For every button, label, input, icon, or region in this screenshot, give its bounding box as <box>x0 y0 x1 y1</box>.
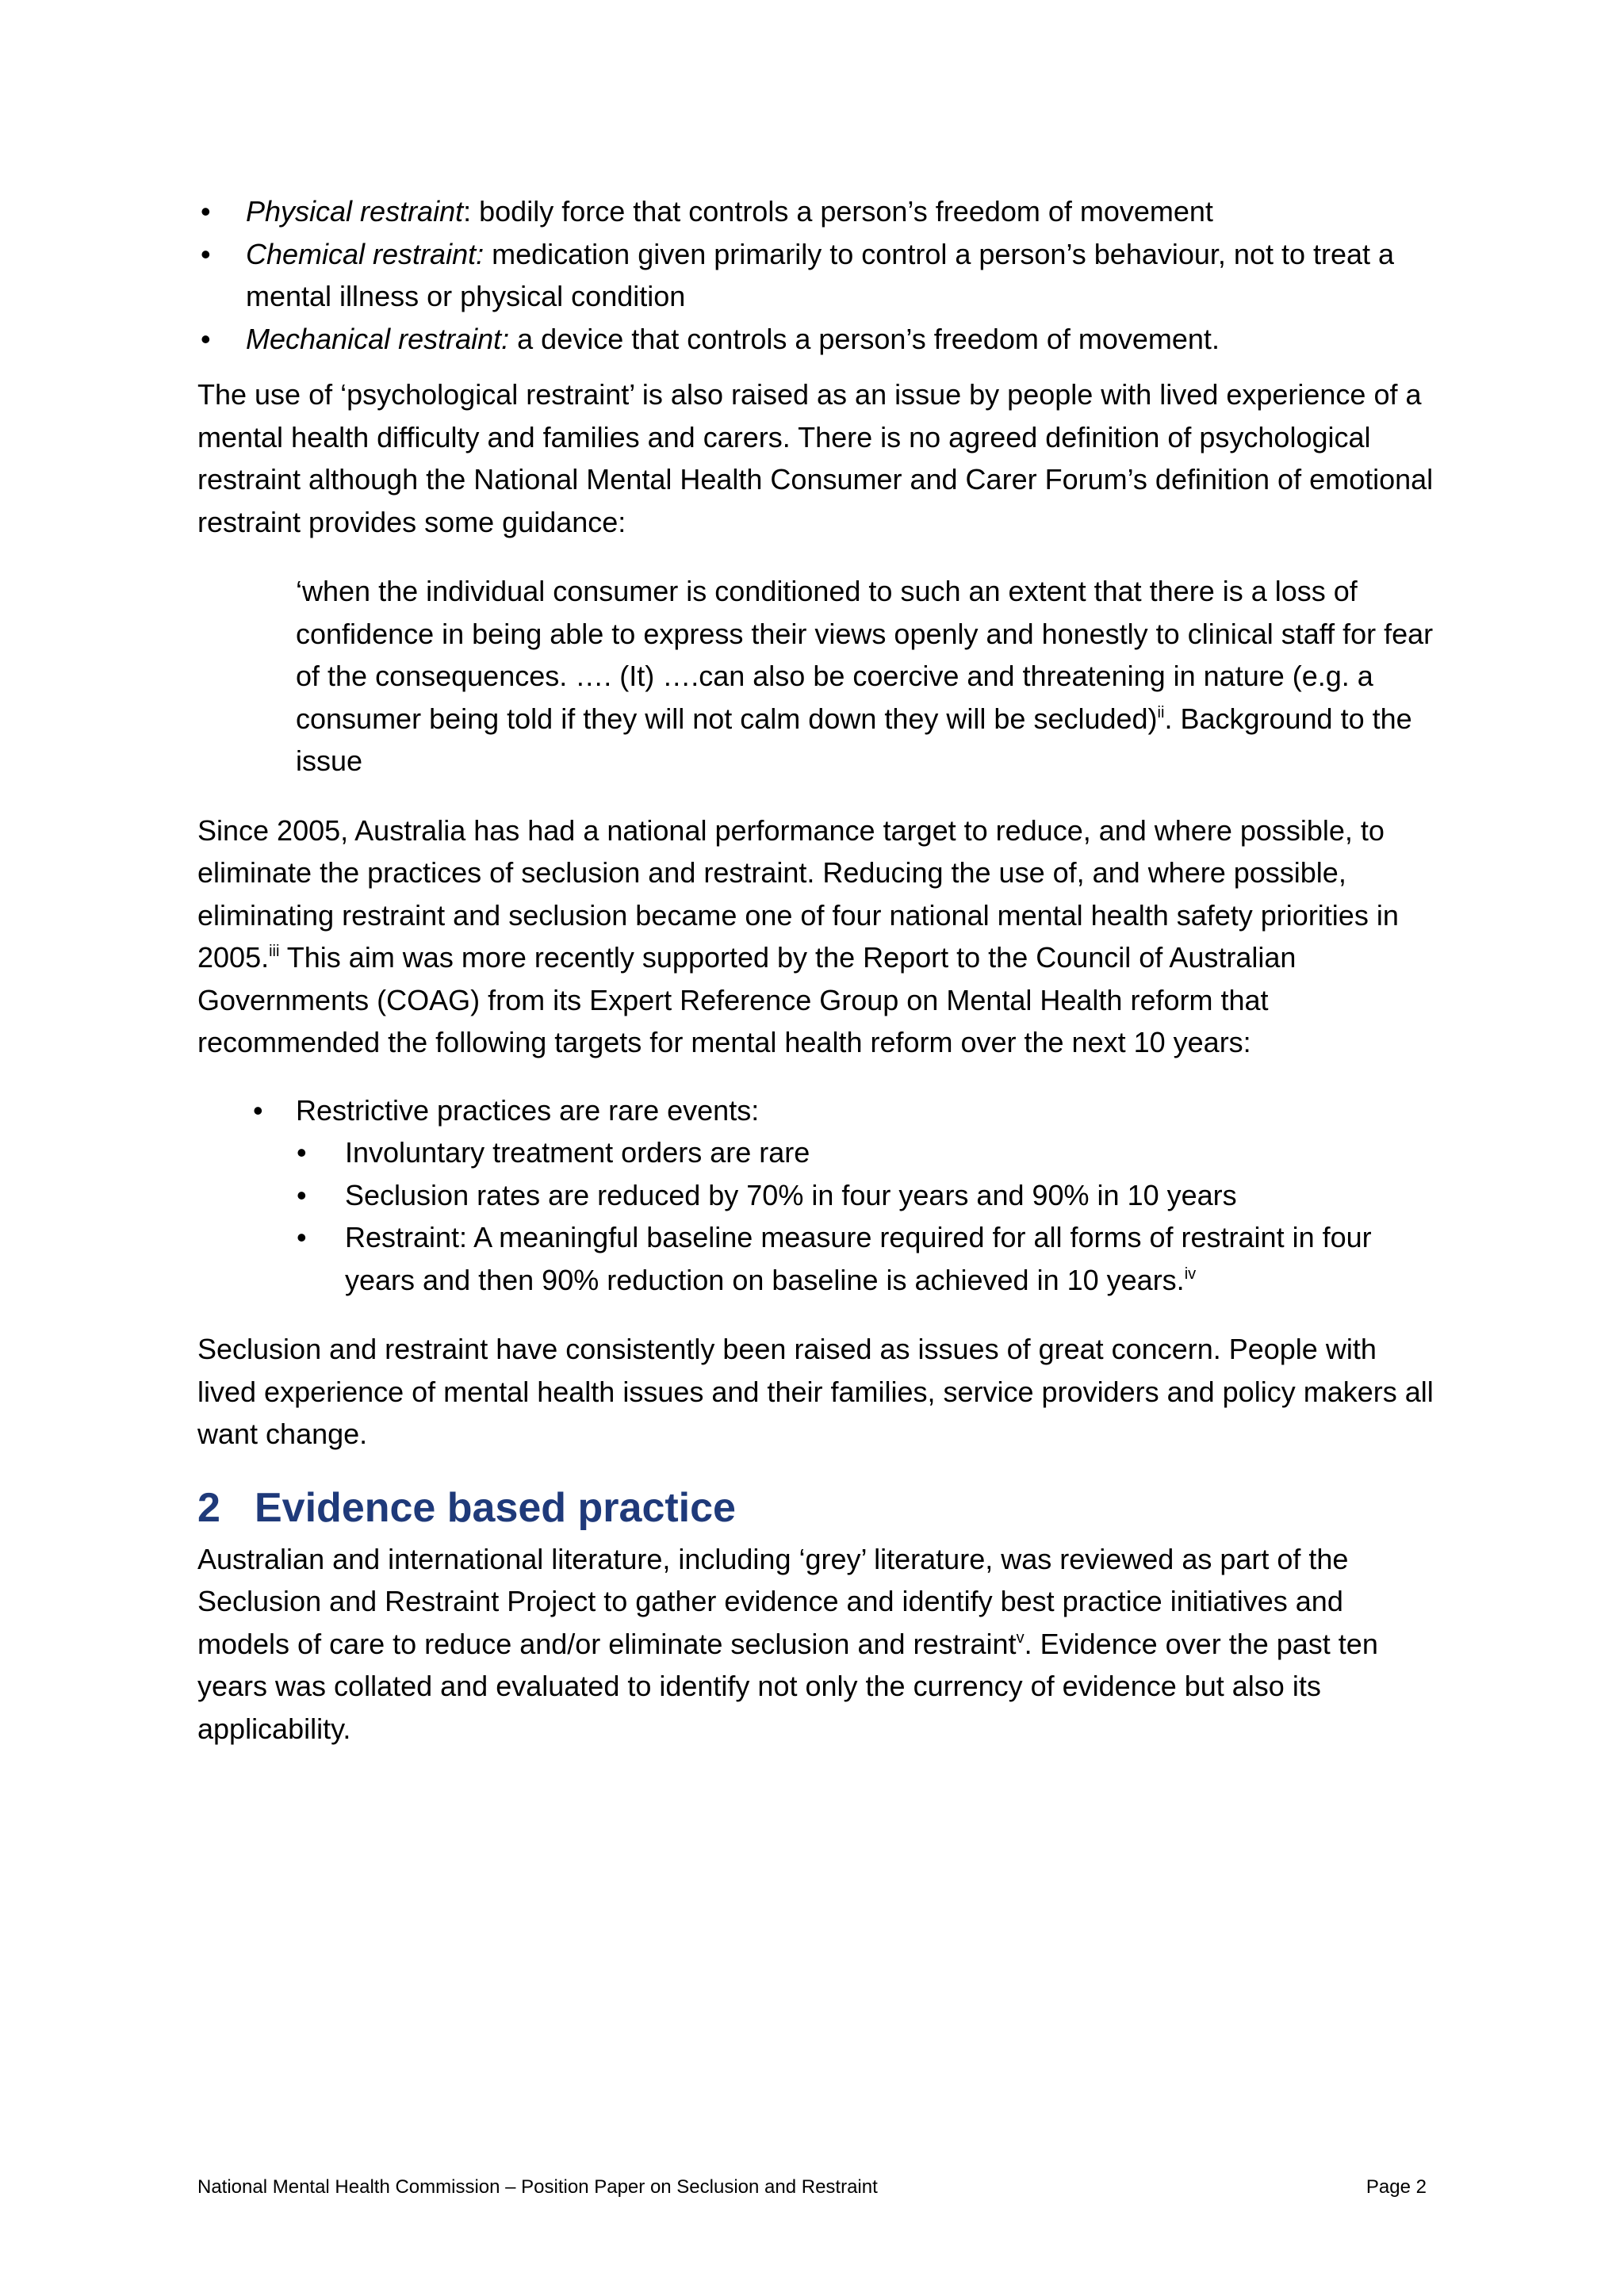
restraint-description: a device that controls a person’s freedom of movement. <box>509 322 1220 355</box>
quote-tail: . Background to the issue <box>296 702 1412 777</box>
bullet-icon: • <box>201 322 211 355</box>
paragraph-text: Since 2005, Australia has had a national performance target to reduce, and where possible, to eliminate the practices of seclusion and restraint. Reducing the use of, and where possible, eliminating restraint and seclusion became one of four national mental health safety priorities in 2005. <box>197 813 1399 974</box>
endnote-ref: ii <box>1157 703 1165 721</box>
list-item <box>197 233 1434 318</box>
target-item: Restraint: A meaningful baseline measure required for all forms of restraint in four years and then 90% reduction on baseline is achieved in 10 years. <box>345 1221 1372 1296</box>
targets-heading: Restrictive practices are rare events: <box>296 1093 760 1127</box>
section-heading <box>197 1484 1434 1532</box>
paragraph-evidence <box>197 1538 1434 1751</box>
bullet-icon: • <box>201 195 211 228</box>
paragraph-text: Australian and international literature, including ‘grey’ literature, was reviewed as part of the Seclusion and Restraint Project to gather evidence and identify best practice initiatives and models of care to reduce and/or eliminate seclusion and restraint <box>197 1542 1349 1660</box>
paragraph-concern: Seclusion and restraint have consistently been raised as issues of great concern. People with lived experience of mental health issues and their families, service providers and policy makers all want change. <box>197 1333 1434 1450</box>
target-item: Involuntary treatment orders are rare <box>345 1136 810 1169</box>
restraint-description: medication given primarily to control a person’s behaviour, not to treat a mental illness or physical condition <box>246 237 1395 312</box>
block-quote <box>296 570 1434 783</box>
list-item <box>296 1131 1434 1174</box>
endnote-ref: iv <box>1184 1265 1197 1283</box>
quote-text: ‘when the individual consumer is conditioned to such an extent that there is a loss of confidence in being able to express their views openly and honestly to clinical staff for fear of the consequences. …. (It) ….can also be coercive and threatening in nature (e.g. a consumer being told if they will not calm down they will be secluded) <box>296 575 1434 735</box>
targets-sublist <box>296 1131 1434 1301</box>
bullet-icon: • <box>297 1221 307 1253</box>
paragraph-psychological-restraint: The use of ‘psychological restraint’ is also raised as an issue by people with lived experience of a mental health difficulty and families and carers. There is no agreed definition of psychological restraint although the National Mental Health Consumer and Carer Forum’s definition of emotional restraint provides some guidance: <box>197 378 1434 538</box>
bullet-icon: • <box>201 237 211 270</box>
section-number: 2 <box>197 1484 220 1531</box>
list-item <box>296 1174 1434 1217</box>
list-item <box>197 190 1434 233</box>
page-number: Page 2 <box>1365 2176 1427 2198</box>
list-item <box>253 1089 1434 1302</box>
page-footer <box>197 2175 1427 2199</box>
targets-list <box>253 1089 1434 1302</box>
restraint-term: Mechanical restraint: <box>246 322 510 355</box>
endnote-ref: v <box>1016 1628 1025 1647</box>
restraint-description: bodily force that controls a person’s freedom of movement <box>471 195 1213 228</box>
paragraph-text: This aim was more recently supported by the Report to the Council of Australian Governments (COAG) from its Expert Reference Group on Mental Health reform that recommended the following targets for mental health reform over the next 10 years: <box>197 941 1297 1058</box>
paragraph-national-target <box>197 809 1434 1064</box>
bullet-icon: • <box>297 1178 307 1211</box>
list-item <box>296 1216 1434 1301</box>
footer-title: National Mental Health Commission – Position Paper on Seclusion and Restraint <box>197 2176 878 2198</box>
section-title: Evidence based practice <box>255 1484 736 1531</box>
restraint-term: Chemical restraint: <box>246 237 485 270</box>
bullet-icon: • <box>297 1136 307 1169</box>
page-body <box>197 190 1434 1750</box>
target-item: Seclusion rates are reduced by 70% in four years and 90% in 10 years <box>345 1178 1237 1211</box>
endnote-ref: iii <box>269 943 280 960</box>
restraint-types-list <box>197 190 1434 360</box>
restraint-term-separator: : <box>463 195 472 228</box>
paragraph-text: . Evidence over the past ten years was collated and evaluated to identify not only the currency of evidence but also its applicability. <box>197 1627 1378 1745</box>
list-item <box>197 318 1434 361</box>
restraint-term: Physical restraint <box>246 195 464 228</box>
bullet-icon: • <box>253 1093 263 1127</box>
